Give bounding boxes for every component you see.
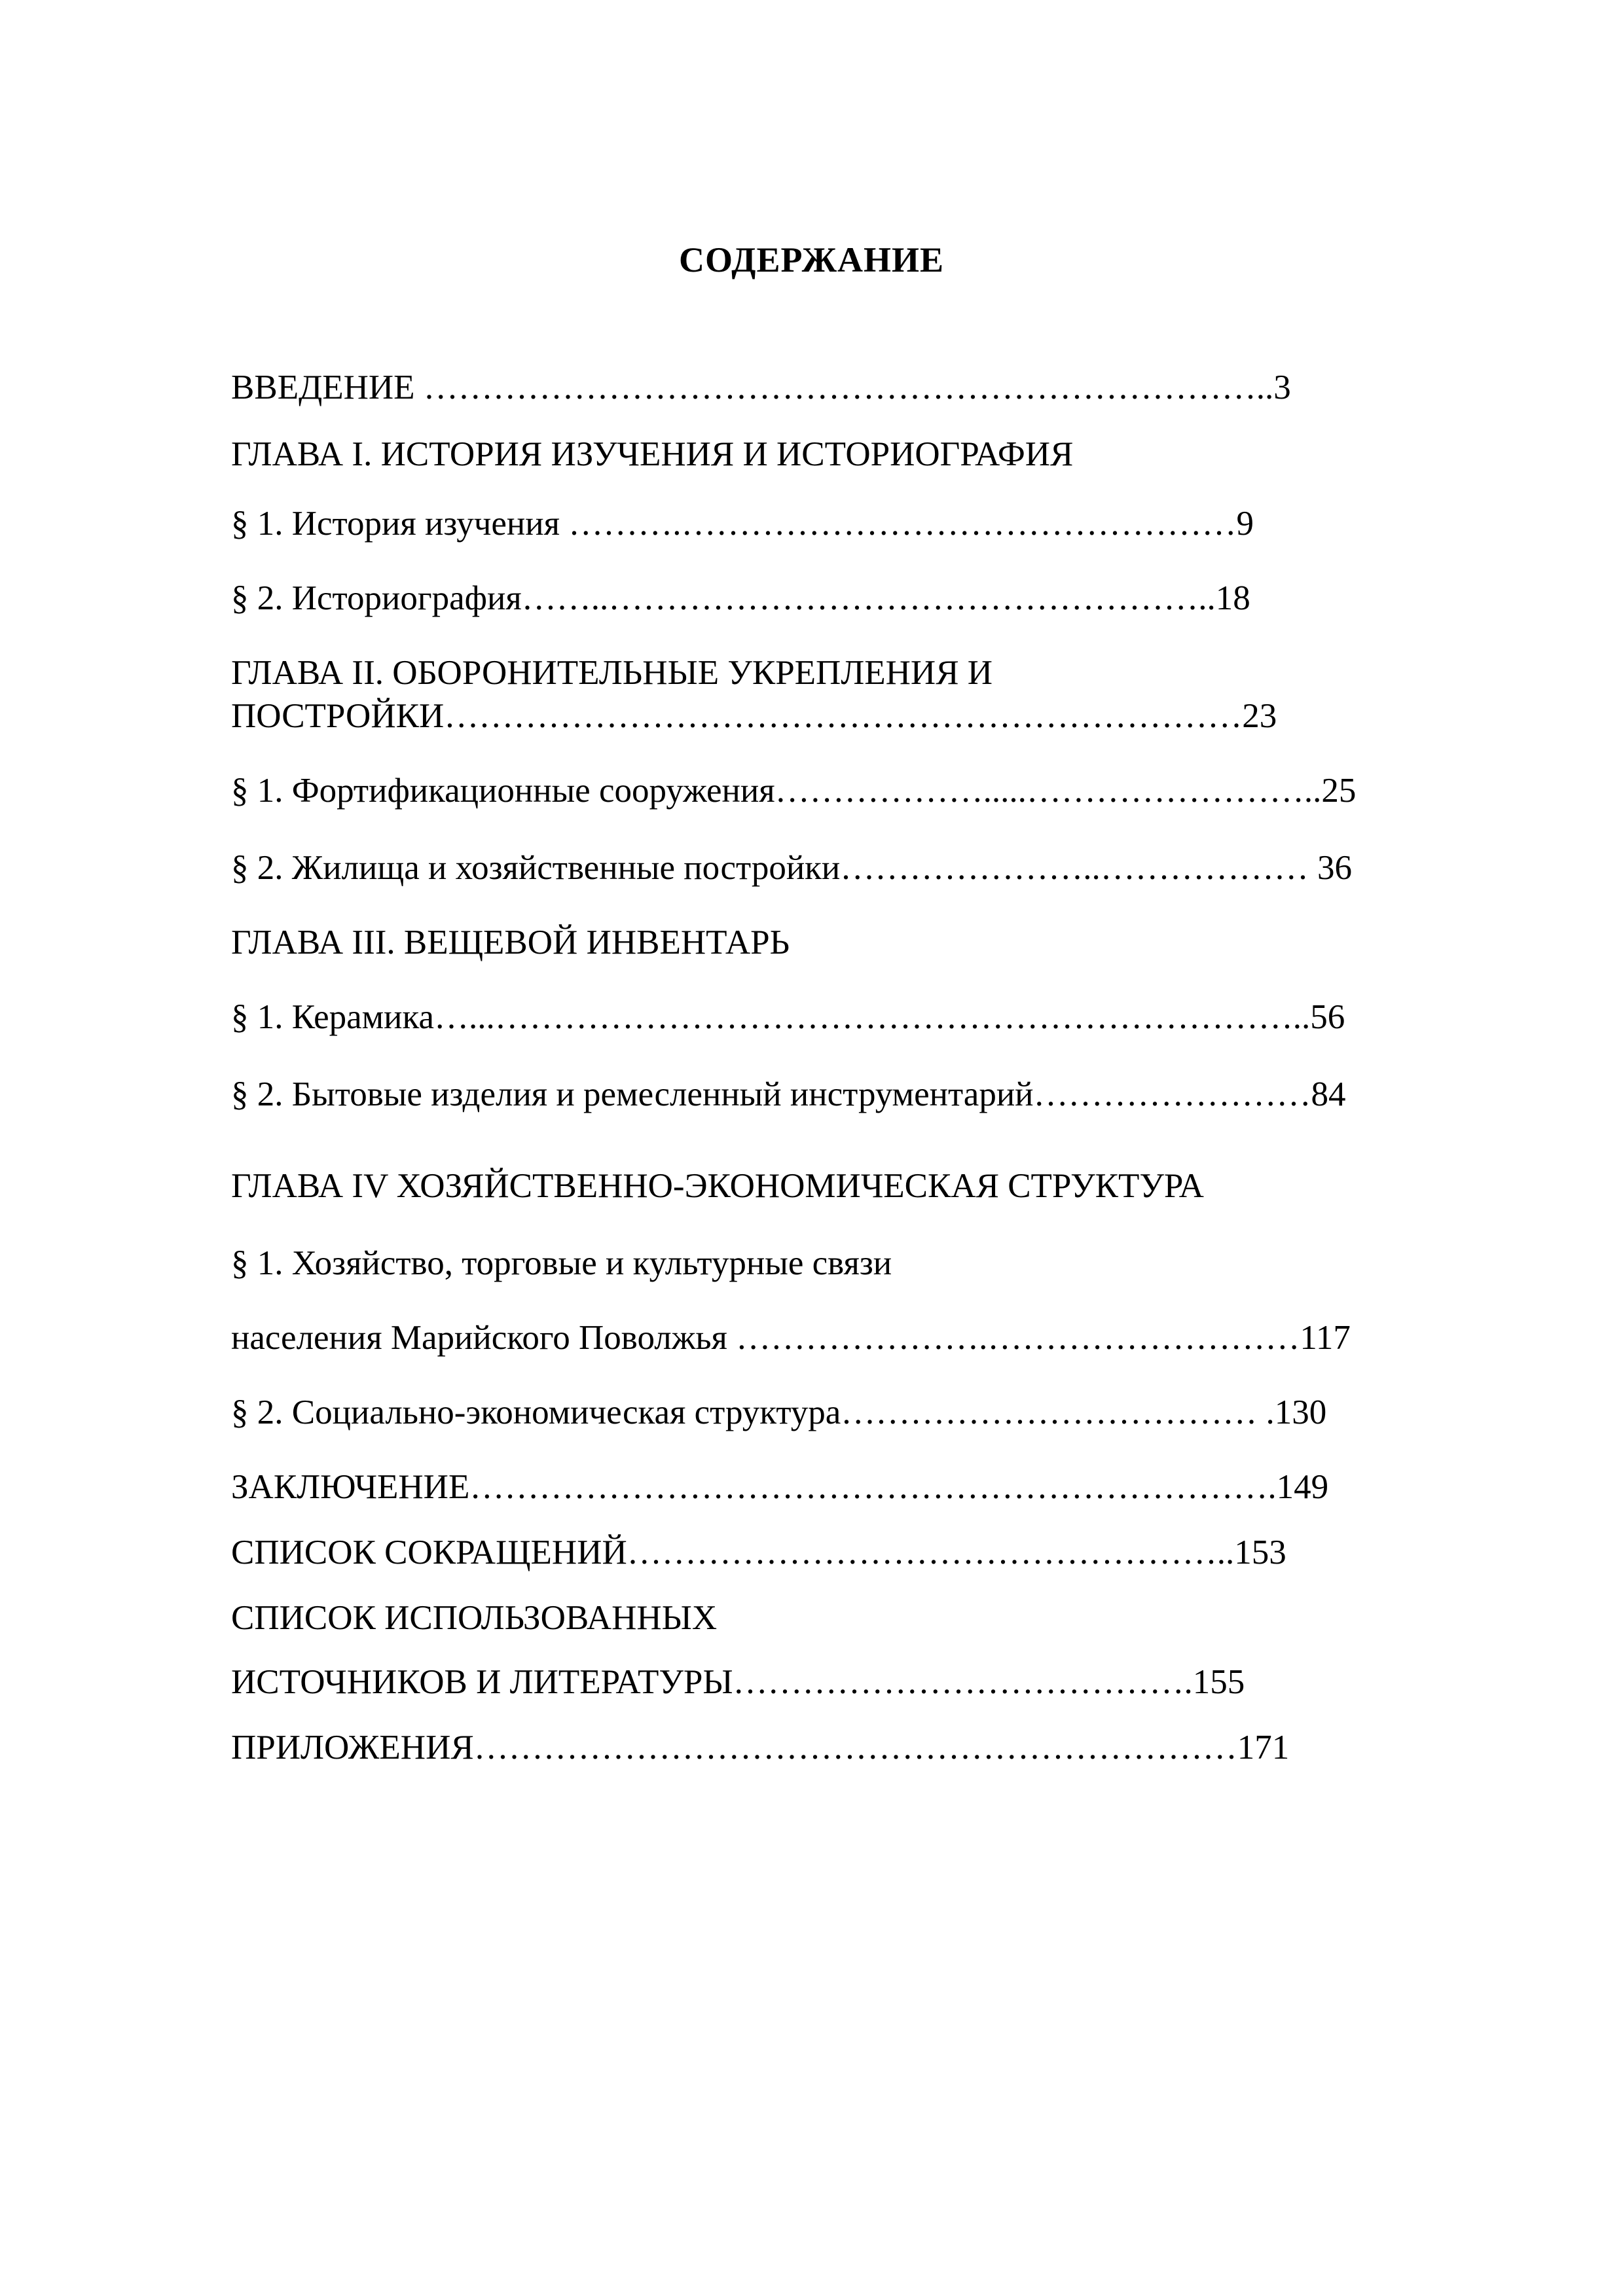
toc-entry-chapter-4-section-1-continued: населения Марийского Поволжья ………………….………………………117 (231, 1319, 1351, 1357)
toc-entry-chapter-2-section-1: § 1. Фортификационные сооружения……………….....……………………..25 (231, 772, 1357, 810)
toc-entry-chapter-4-section-2: § 2. Социально-экономическая структура……………………………… .130 (231, 1393, 1327, 1431)
toc-chapter-1-heading: ГЛАВА I. ИСТОРИЯ ИЗУЧЕНИЯ И ИСТОРИОГРАФИЯ (231, 435, 1074, 473)
toc-entry-chapter-2-section-2: § 2. Жилища и хозяйственные постройки…………………..……………… 36 (231, 849, 1353, 887)
toc-entry-abbreviations: СПИСОК СОКРАЩЕНИЙ……………………………………………..153 (231, 1534, 1286, 1571)
toc-entry-sources-continued: ИСТОЧНИКОВ И ЛИТЕРАТУРЫ………………………………….155 (231, 1663, 1245, 1701)
toc-entry-conclusion: ЗАКЛЮЧЕНИЕ…………………………………………………………….149 (231, 1468, 1329, 1506)
toc-entry-chapter-4-section-1: § 1. Хозяйство, торговые и культурные связи (231, 1244, 892, 1282)
toc-chapter-2-heading-continued: ПОСТРОЙКИ……………………………………………………………23 (231, 697, 1277, 735)
toc-entry-chapter-3-section-2: § 2. Бытовые изделия и ремесленный инструментарий……………………84 (231, 1075, 1346, 1113)
toc-entry-chapter-1-section-1: § 1. История изучения ……….…………………………………………9 (231, 505, 1254, 543)
toc-chapter-3-heading: ГЛАВА III. ВЕЩЕВОЙ ИНВЕНТАРЬ (231, 924, 790, 961)
toc-entry-appendices: ПРИЛОЖЕНИЯ…………………………………………………………171 (231, 1729, 1290, 1767)
toc-chapter-2-heading: ГЛАВА II. ОБОРОНИТЕЛЬНЫЕ УКРЕПЛЕНИЯ И (231, 654, 993, 692)
toc-title: СОДЕРЖАНИЕ (679, 240, 944, 279)
toc-entry-chapter-1-section-2: § 2. Историография……..……………………………………………..18 (231, 579, 1250, 617)
toc-entry-chapter-3-section-1: § 1. Керамика…...……………………………………………………………..56 (231, 998, 1345, 1036)
toc-chapter-4-heading: ГЛАВА IV ХОЗЯЙСТВЕННО-ЭКОНОМИЧЕСКАЯ СТРУКТУРА (231, 1167, 1204, 1205)
toc-entry-sources: СПИСОК ИСПОЛЬЗОВАННЫХ (231, 1599, 718, 1637)
toc-entry-introduction: ВВЕДЕНИЕ ………………………………………………………………..3 (231, 368, 1291, 406)
